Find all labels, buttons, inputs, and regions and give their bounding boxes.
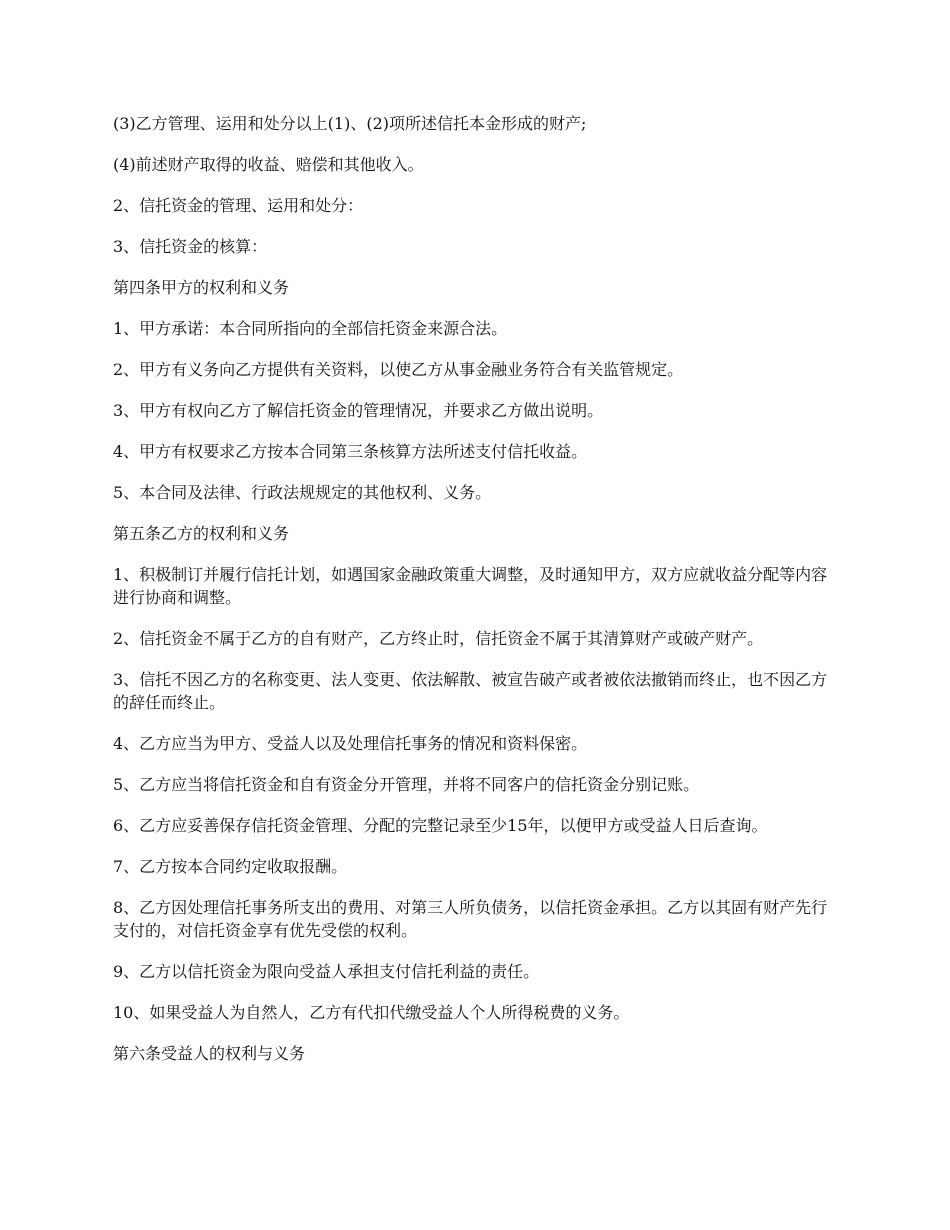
article-4-item-3: 3、甲方有权向乙方了解信托资金的管理情况，并要求乙方做出说明。 — [113, 401, 604, 420]
clause-item-4: (4)前述财产取得的收益、赔偿和其他收入。 — [113, 155, 424, 174]
article-5-item-7: 7、乙方按本合同约定收取报酬。 — [113, 857, 348, 876]
article-5-item-6: 6、乙方应妥善保存信托资金管理、分配的完整记录至少15年，以便甲方或受益人日后查询。 — [113, 816, 768, 835]
article-5-item-10: 10、如果受益人为自然人，乙方有代扣代缴受益人个人所得税费的义务。 — [113, 1003, 630, 1022]
article-5-item-5: 5、乙方应当将信托资金和自有资金分开管理，并将不同客户的信托资金分别记账。 — [113, 775, 700, 794]
article-4-item-4: 4、甲方有权要求乙方按本合同第三条核算方法所述支付信托收益。 — [113, 442, 588, 461]
article-4-item-5: 5、本合同及法律、行政法规规定的其他权利、义务。 — [113, 483, 492, 502]
section-heading-article-5: 第五条乙方的权利和义务 — [113, 524, 290, 543]
clause-trust-management: 2、信托资金的管理、运用和处分： — [113, 196, 364, 215]
article-5-item-1: 1、积极制订并履行信托计划，如遇国家金融政策重大调整，及时通知甲方，双方应就收益分配等内容进行协商和调整。 — [113, 565, 828, 607]
clause-item-3: (3)乙方管理、运用和处分以上(1)、(2)项所述信托本金形成的财产; — [113, 114, 587, 133]
article-5-item-9: 9、乙方以信托资金为限向受益人承担支付信托利益的责任。 — [113, 962, 540, 981]
article-5-item-3: 3、信托不因乙方的名称变更、法人变更、依法解散、被宣告破产或者被依法撤销而终止，也不因乙方的辞任而终止。 — [113, 670, 828, 712]
document-body — [113, 112, 843, 1083]
clause-trust-accounting: 3、信托资金的核算： — [113, 237, 268, 256]
article-5-item-2: 2、信托资金不属于乙方的自有财产，乙方终止时，信托资金不属于其清算财产或破产财产。 — [113, 629, 764, 648]
article-5-item-8: 8、乙方因处理信托事务所支出的费用、对第三人所负债务，以信托资金承担。乙方以其固有财产先行支付的，对信托资金享有优先受偿的权利。 — [113, 898, 828, 940]
section-heading-article-4: 第四条甲方的权利和义务 — [113, 278, 290, 297]
article-4-item-2: 2、甲方有义务向乙方提供有关资料，以使乙方从事金融业务符合有关监管规定。 — [113, 360, 684, 379]
article-5-item-4: 4、乙方应当为甲方、受益人以及处理信托事务的情况和资料保密。 — [113, 734, 588, 753]
article-4-item-1: 1、甲方承诺：本合同所指向的全部信托资金来源合法。 — [113, 319, 508, 338]
section-heading-article-6: 第六条受益人的权利与义务 — [113, 1044, 306, 1063]
